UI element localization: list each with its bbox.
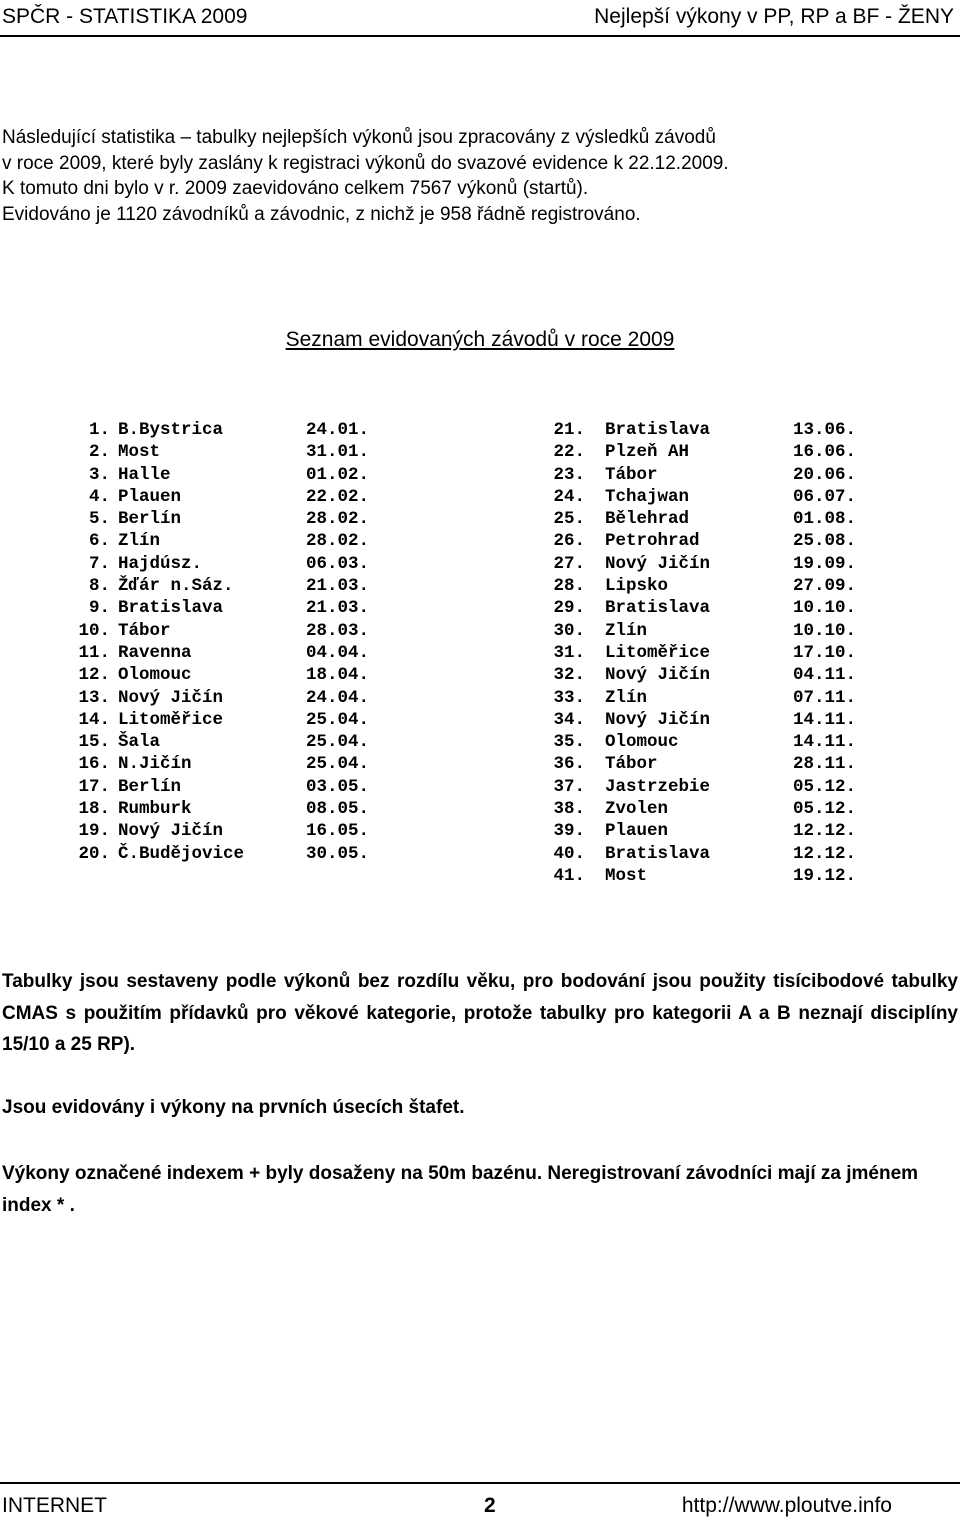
race-venue: Nový Jičín [118, 821, 224, 842]
race-date: 21.03. [306, 576, 370, 597]
header-left-title: SPČR - STATISTIKA 2009 [2, 5, 248, 28]
race-list-right [545, 419, 885, 887]
race-number: 26. [553, 531, 585, 552]
race-date: 16.05. [306, 821, 370, 842]
race-number: 39. [553, 821, 585, 842]
race-number: 28. [553, 576, 585, 597]
race-venue: Žďár n.Sáz. [118, 576, 234, 597]
race-venue: Šala [118, 732, 161, 753]
race-number: 25. [553, 509, 585, 530]
race-date: 04.04. [306, 642, 370, 663]
race-date: 13.06. [793, 420, 857, 440]
race-row [70, 464, 400, 486]
header-right-title: Nejlepší výkony v PP, RP a BF - ŽENY [594, 5, 954, 28]
race-list-heading [0, 328, 960, 352]
notes-paragraph-scoring: Tabulky jsou sestaveny podle výkonů bez rozdílu věku, pro bodování jsou použity tisícibodové tabulky CMAS s použitím přídavků pro věkové kategorie, protože tabulky pro kategorii A a B neznají disciplíny 15/10 a 25 RP). [2, 971, 958, 1055]
race-list-title: Seznam evidovaných závodů v roce 2009 [285, 328, 675, 351]
race-row [70, 687, 400, 709]
race-row [70, 731, 400, 753]
race-date: 25.08. [793, 531, 857, 552]
race-venue: Tábor [605, 464, 658, 485]
race-number: 5. [88, 509, 110, 530]
race-row [545, 486, 885, 508]
race-date: 17.10. [793, 642, 857, 663]
race-number: 8. [88, 576, 110, 597]
race-venue: Berlín [118, 509, 182, 530]
page-footer [0, 1482, 960, 1519]
notes-section [2, 966, 958, 1221]
race-venue: Bratislava [605, 420, 711, 440]
race-number: 24. [553, 486, 585, 507]
race-number: 7. [88, 553, 110, 574]
race-row [545, 530, 885, 552]
race-number: 18. [78, 799, 110, 820]
race-venue: Nový Jičín [605, 665, 711, 686]
race-venue: Lipsko [605, 576, 669, 597]
race-date: 10.10. [793, 598, 857, 619]
race-date: 01.02. [306, 464, 370, 485]
race-date: 27.09. [793, 576, 857, 597]
race-row [545, 798, 885, 820]
race-number: 21. [553, 420, 585, 440]
race-row [70, 709, 400, 731]
race-date: 20.06. [793, 464, 857, 485]
race-number: 35. [553, 732, 585, 753]
race-row [545, 642, 885, 664]
page-number: 2 [484, 1494, 496, 1517]
race-venue: N.Jičín [118, 754, 192, 775]
race-date: 06.03. [306, 553, 370, 574]
race-date: 12.12. [793, 821, 857, 842]
race-row [545, 597, 885, 619]
race-list-left [70, 419, 400, 865]
race-number: 36. [553, 754, 585, 775]
race-number: 38. [553, 799, 585, 820]
race-date: 06.07. [793, 486, 857, 507]
race-venue: Tábor [605, 754, 658, 775]
intro-paragraph [2, 125, 952, 227]
intro-line: K tomuto dni bylo v r. 2009 zaevidováno celkem 7567 výkonů (startů). [2, 178, 589, 199]
race-row [545, 865, 885, 887]
race-row [545, 575, 885, 597]
race-date: 25.04. [306, 732, 370, 753]
race-number: 29. [553, 598, 585, 619]
race-date: 07.11. [793, 687, 857, 708]
race-row [70, 441, 400, 463]
race-venue: Zlín [605, 620, 648, 641]
race-row [70, 664, 400, 686]
race-number: 4. [88, 486, 110, 507]
race-number: 3. [88, 464, 110, 485]
race-venue: Nový Jičín [605, 709, 711, 730]
race-number: 23. [553, 464, 585, 485]
intro-line: v roce 2009, které byly zaslány k registraci výkonů do svazové evidence k 22.12.2009. [2, 152, 729, 174]
race-venue: Halle [118, 464, 171, 485]
race-number: 33. [553, 687, 585, 708]
race-date: 25.04. [306, 709, 370, 730]
race-venue: Bratislava [118, 598, 224, 619]
race-venue: Plzeň AH [605, 442, 690, 463]
race-row [70, 553, 400, 575]
race-date: 28.02. [306, 509, 370, 530]
race-date: 24.01. [306, 420, 370, 440]
race-row [545, 687, 885, 709]
intro-line: Následující statistika – tabulky nejlepších výkonů jsou zpracovány z výsledků závodů [2, 127, 716, 148]
race-date: 31.01. [306, 442, 370, 463]
race-number: 19. [78, 821, 110, 842]
race-number: 32. [553, 665, 585, 686]
footer-url: http://www.ploutve.info [681, 1494, 892, 1517]
race-date: 28.03. [306, 620, 370, 641]
race-row [70, 642, 400, 664]
race-date: 18.04. [306, 665, 370, 686]
race-number: 20. [78, 843, 110, 864]
race-venue: Nový Jičín [605, 553, 711, 574]
race-number: 16. [78, 754, 110, 775]
race-venue: Tchajwan [605, 486, 690, 507]
race-date: 22.02. [306, 486, 370, 507]
race-number: 40. [553, 843, 585, 864]
page-header [0, 0, 960, 36]
race-date: 12.12. [793, 843, 857, 864]
race-date: 19.09. [793, 553, 857, 574]
race-venue: Olomouc [605, 732, 679, 753]
race-venue: Litoměřice [118, 709, 224, 730]
race-date: 28.11. [793, 754, 857, 775]
race-number: 13. [78, 687, 110, 708]
race-number: 9. [88, 598, 110, 619]
race-date: 08.05. [306, 799, 370, 820]
race-venue: Bratislava [605, 598, 711, 619]
race-venue: Jastrzebie [605, 776, 711, 797]
header-rule [0, 35, 960, 37]
race-row [70, 820, 400, 842]
race-venue: B.Bystrica [118, 420, 224, 440]
race-number: 17. [78, 776, 110, 797]
race-row [545, 419, 885, 441]
race-row [70, 508, 400, 530]
race-date: 14.11. [793, 709, 857, 730]
race-venue: Nový Jičín [118, 687, 224, 708]
race-date: 30.05. [306, 843, 370, 864]
race-date: 24.04. [306, 687, 370, 708]
race-row [545, 820, 885, 842]
race-number: 27. [553, 553, 585, 574]
race-row [70, 843, 400, 865]
notes-paragraph-index: Výkony označené indexem + byly dosaženy na 50m bazénu. Neregistrovaní závodníci mají za jménem index * . [2, 1163, 919, 1216]
race-venue: Hajdúsz. [118, 553, 203, 574]
intro-line: Evidováno je 1120 závodníků a závodnic, z nichž je 958 řádně registrováno. [2, 203, 641, 225]
race-venue: Berlín [118, 776, 182, 797]
race-number: 6. [88, 531, 110, 552]
race-number: 37. [553, 776, 585, 797]
race-venue: Petrohrad [605, 531, 700, 552]
race-row [70, 753, 400, 775]
race-date: 16.06. [793, 442, 857, 463]
race-number: 10. [78, 620, 110, 641]
race-row [70, 798, 400, 820]
race-venue: Plauen [118, 486, 182, 507]
race-date: 04.11. [793, 665, 857, 686]
race-venue: Most [605, 865, 648, 886]
race-row [70, 620, 400, 642]
race-number: 30. [553, 620, 585, 641]
race-row [545, 664, 885, 686]
race-venue: Most [118, 442, 161, 463]
race-row [70, 575, 400, 597]
race-venue: Zlín [118, 531, 161, 552]
race-row [545, 731, 885, 753]
notes-paragraph-relays: Jsou evidovány i výkony na prvních úsecích štafet. [2, 1096, 465, 1118]
race-row [545, 441, 885, 463]
race-date: 05.12. [793, 776, 857, 797]
race-date: 10.10. [793, 620, 857, 641]
race-row [545, 620, 885, 642]
race-number: 11. [78, 642, 110, 663]
race-date: 21.03. [306, 598, 370, 619]
race-row [70, 597, 400, 619]
race-number: 34. [553, 709, 585, 730]
race-venue: Tábor [118, 620, 171, 641]
race-venue: Zlín [605, 687, 648, 708]
footer-left-text: INTERNET [2, 1494, 107, 1517]
race-number: 15. [78, 732, 110, 753]
footer-rule [0, 1482, 960, 1484]
race-row [545, 843, 885, 865]
race-date: 28.02. [306, 531, 370, 552]
race-row [70, 776, 400, 798]
race-date: 14.11. [793, 732, 857, 753]
race-row [545, 776, 885, 798]
race-venue: Ravenna [118, 642, 192, 663]
race-date: 05.12. [793, 799, 857, 820]
race-row [70, 530, 400, 552]
race-venue: Plauen [605, 821, 669, 842]
race-number: 1. [88, 420, 110, 440]
race-row [545, 709, 885, 731]
race-date: 19.12. [793, 865, 857, 886]
race-venue: Olomouc [118, 665, 192, 686]
race-number: 31. [553, 642, 585, 663]
race-venue: Bratislava [605, 843, 711, 864]
race-venue: Č.Budějovice [118, 843, 245, 864]
race-venue: Litoměřice [605, 642, 711, 663]
race-number: 22. [553, 442, 585, 463]
race-venue: Bělehrad [605, 509, 690, 530]
race-number: 41. [553, 865, 585, 886]
race-row [545, 753, 885, 775]
race-number: 12. [78, 665, 110, 686]
race-row [70, 419, 400, 441]
race-row [545, 553, 885, 575]
race-number: 14. [78, 709, 110, 730]
race-venue: Zvolen [605, 799, 669, 820]
race-row [70, 486, 400, 508]
race-row [545, 464, 885, 486]
race-date: 01.08. [793, 509, 857, 530]
race-number: 2. [88, 442, 110, 463]
race-venue: Rumburk [118, 799, 192, 820]
race-date: 25.04. [306, 754, 370, 775]
race-row [545, 508, 885, 530]
race-date: 03.05. [306, 776, 370, 797]
